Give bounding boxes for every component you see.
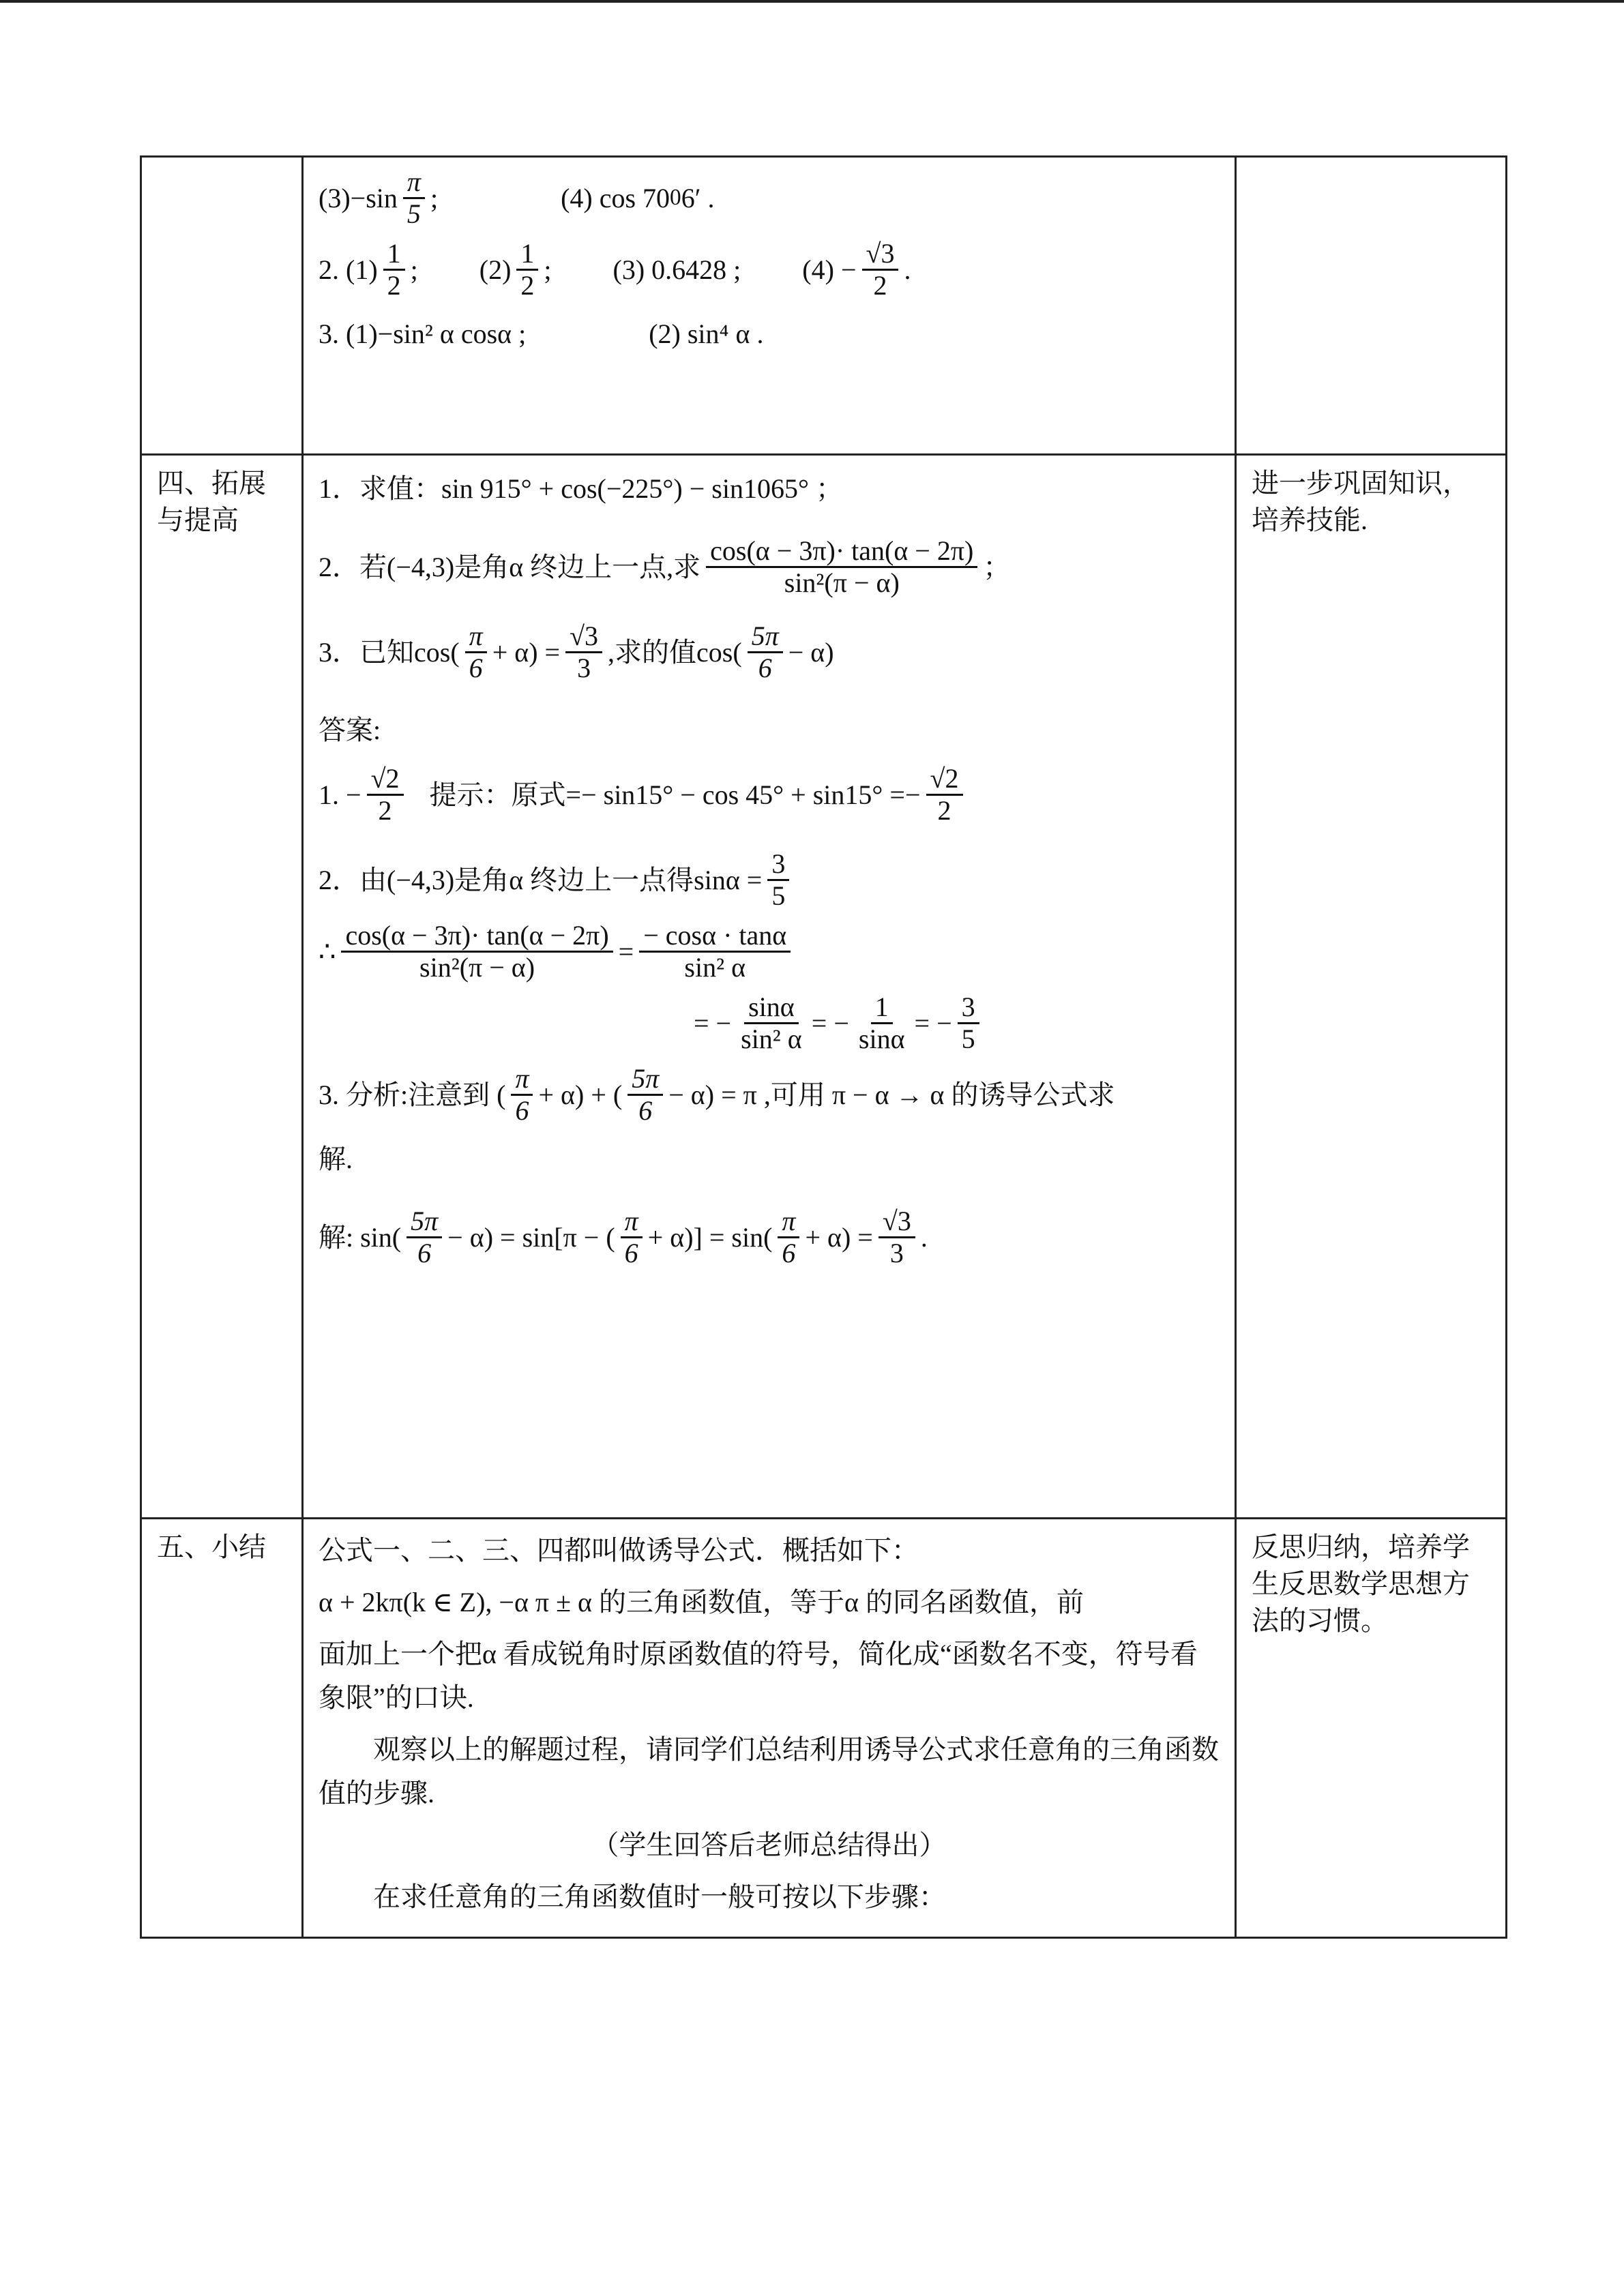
fraction: $\frac{5\pi}{6}$ — [407, 1206, 442, 1268]
fraction: $\frac{5\pi}{6}$ — [628, 1064, 663, 1126]
note-cell: 进一步巩固知识，培养技能. — [1236, 455, 1507, 1519]
fraction: $\frac{\pi}{6}$ — [621, 1206, 643, 1268]
question-2: 2．若(−4,3)是角α 终边上一点,求 $\frac{\cos(\alpha - 3\pi)\cdot \tan(\alpha - 2\pi)}{\text{sin²(π − α)}}$ ； — [319, 535, 1011, 598]
content-cell — [303, 1519, 1236, 1938]
fraction: $\frac{1}{\sin\alpha}$ — [858, 992, 905, 1054]
fraction: $\frac{\pi}{6}$ — [778, 1206, 799, 1268]
fraction: $\frac{- \cos\alpha \cdot \tan\alpha}{\text{sin² α}}$ — [639, 921, 791, 983]
note-cell: 反思归纳，培养学生反思数学思想方法的习惯。 — [1236, 1519, 1507, 1938]
answer-3-solution: 解: sin( $\frac{5\pi}{6}$ − α) = sin[π − ( $\frac{\pi}{6}$ + α)] = sin( $\frac{\pi}{6}$ + α) = $\frac{√3}{3}$ . — [319, 1206, 928, 1268]
table-row — [141, 157, 1507, 455]
fraction: $\frac{√3}{3}$ — [879, 1206, 915, 1268]
lesson-table — [140, 155, 1507, 1939]
answer-line-2: 2. (1) $\frac{1}{2}$ ; (2) $\frac{1}{2}$ ; (3) 0.6428 ; (4) − $\frac{√3}{2}$ . — [319, 238, 911, 301]
fraction: $\frac{√2}{2}$ — [926, 764, 963, 826]
answer-2: 2．由(−4,3)是角α 终边上一点得sinα = $\frac{3}{5}$ — [319, 849, 1220, 911]
summary-line-4: 观察以上的解题过程，请同学们总结利用诱导公式求任意角的三角函数值的步骤. — [319, 1734, 1219, 1808]
fraction: $\frac{\cos(\alpha - 3\pi)\cdot \tan(\alpha - 2\pi)}{\text{sin²(π − α)}}$ — [341, 921, 612, 983]
answer-3-cont: 解. — [319, 1144, 353, 1174]
fraction: $\frac{√3}{3}$ — [565, 621, 602, 683]
top-border-line — [0, 0, 1624, 3]
table-row — [141, 1519, 1507, 1938]
fraction: $\frac{\pi}{6}$ — [511, 1064, 533, 1126]
fraction: $\frac{\sin\alpha}{\text{sin² α}}$ — [741, 992, 802, 1054]
fraction: $\frac{\pi}{6}$ — [465, 621, 487, 683]
answer-2-step: ∴ $\frac{\cos(\alpha - 3\pi)\cdot \tan(\alpha - 2\pi)}{\text{sin²(π − α)}}$ = $\frac{- \cos\alpha \cdot \tan\alpha}{\text{sin² α}}$ — [319, 921, 1220, 983]
question-3: 3．已知cos( $\frac{\pi}{6}$ + α) = $\frac{√3}{3}$ ,求的值cos( $\frac{5\pi}{6}$ − α) — [319, 621, 834, 683]
section-cell: 五、小结 — [141, 1519, 303, 1938]
section-cell — [141, 157, 303, 455]
fraction: $\frac{1}{2}$ — [516, 239, 538, 301]
fraction: $\frac{3}{5}$ — [767, 849, 789, 911]
answer-label: 答案: — [319, 715, 381, 745]
fraction: $\frac{√3}{2}$ — [862, 239, 899, 301]
fraction: $\frac{√2}{2}$ — [367, 764, 404, 826]
summary-line-1: 公式一、二、三、四都叫做诱导公式．概括如下： — [319, 1535, 919, 1566]
content-cell — [303, 157, 1236, 455]
question-1: 1．求值：sin 915° + cos(−225°) − sin1065° ； — [319, 473, 843, 504]
content-cell — [303, 455, 1236, 1519]
fraction: $\frac{1}{2}$ — [383, 239, 405, 301]
answer-3-analysis: 3. 分析:注意到 ( $\frac{\pi}{6}$ + α) + ( $\frac{5\pi}{6}$ − α) = π ,可用 π − α → α 的诱导公式求 — [319, 1063, 1115, 1126]
note-cell — [1236, 157, 1507, 455]
answer-line-3: 3. (1)−sin² α cosα ; (2) sin⁴ α . — [319, 318, 764, 349]
table-row — [141, 455, 1507, 1519]
fraction: $\frac{\cos(\alpha - 3\pi)\cdot \tan(\alpha - 2\pi)}{\text{sin²(π − α)}}$ — [706, 536, 977, 598]
section-cell: 四、拓展与提高 — [141, 455, 303, 1519]
fraction: $\frac{\pi}{5}$ — [403, 167, 425, 229]
fraction: $\frac{3}{5}$ — [958, 992, 979, 1054]
answer-2-result: = − $\frac{\sin\alpha}{\text{sin² α}}$ = − $\frac{1}{\sin\alpha}$ = − $\frac{3}{5}$ — [319, 992, 1220, 1054]
summary-line-6: 在求任意角的三角函数值时一般可按以下步骤： — [373, 1881, 946, 1912]
answer-1: 1. − $\frac{√2}{2}$ 提示：原式=− sin15° − cos 45° + sin15° =− $\frac{√2}{2}$ — [319, 764, 1220, 826]
answer-line-1: (3)−sin $\frac{\pi}{5}$ ; (4) cos 70 0 6′ . — [319, 166, 715, 229]
summary-line-2: α + 2kπ(k ∈ Z), −α π ± α 的三角函数值，等于α 的同名函数值，前 — [319, 1587, 1084, 1617]
summary-line-3: 面加上一个把α 看成锐角时原函数值的符号，简化成“函数名不变，符号看象限”的口诀. — [319, 1639, 1198, 1713]
summary-line-5: （学生回答后老师总结得出） — [591, 1830, 947, 1860]
fraction: $\frac{5\pi}{6}$ — [748, 621, 783, 683]
